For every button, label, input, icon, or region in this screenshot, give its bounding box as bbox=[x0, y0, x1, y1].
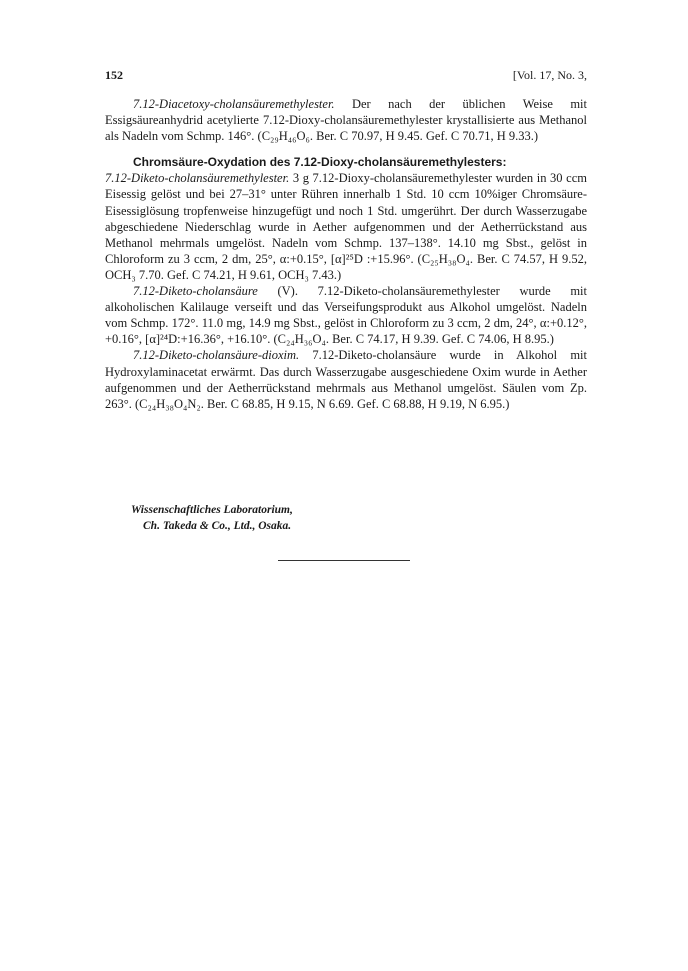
paragraph-text: Der nach der üblichen Weise mit Essigsäureanhydrid acetylierte 7.12-Dioxy-cholansäuremethylester krystallisierte aus Methanol als Nadeln vom Schmp. 146°. (C₂₉H₄₆O₆. Ber. C 70.97, H 9.45. Gef. C 70.71, H 9.33.) bbox=[105, 97, 587, 144]
journal-volume: [Vol. 17, No. 3, bbox=[512, 68, 587, 82]
section-heading bbox=[105, 154, 587, 170]
compound-title: 7.12-Diketo-cholansäuremethylester. bbox=[105, 171, 290, 186]
page-number: 152 bbox=[105, 68, 123, 82]
paragraph-text: 3 g 7.12-Dioxy-cholansäuremethylester wurden in 30 ccm Eisessig gelöst und bei 27–31° unter Rühren innerhalb 1 Std. 10 ccm 10%iger Chromsäure-Eisessiglösung tropfenweise hinzugefügt und noch 1 Std. umgerührt. Der durch Wasserzugabe abgeschiedene Niederschlag wurde in Aether aufgenommen und der Aetherrückstand aus Methanol mehrmals umgelöst. Nadeln vom Schmp. 137–138°. 14.10 mg Sbst., gelöst in Chloroform zu 3 ccm, 2 dm, 25°, α:+0.15°, [α]²⁵D :+15.96°. (C₂₅H₃₈O₄. Ber. C 74.57, H 9.52, OCH₃ 7.70. Gef. C 74.21, H 9.61, OCH₃ 7.43.) bbox=[105, 171, 587, 282]
paragraph-diketo-acid bbox=[105, 283, 587, 347]
author-affiliation bbox=[131, 502, 293, 534]
paragraph-diacetoxy bbox=[105, 96, 587, 144]
compound-title: 7.12-Diketo-cholansäure bbox=[133, 284, 258, 299]
section-heading-text: Chromsäure-Oxydation des 7.12-Dioxy-cholansäuremethylesters: bbox=[133, 155, 507, 170]
end-rule bbox=[278, 560, 410, 561]
running-header bbox=[105, 67, 587, 83]
paragraph-diketo-ester bbox=[105, 170, 587, 283]
paragraph-dioxim bbox=[105, 347, 587, 411]
compound-title: 7.12-Diketo-cholansäure-dioxim. bbox=[133, 348, 300, 363]
affiliation-line-2: Ch. Takeda & Co., Ltd., Osaka. bbox=[143, 520, 292, 532]
article-body bbox=[105, 96, 587, 412]
compound-title: 7.12-Diacetoxy-cholansäuremethylester. bbox=[133, 97, 335, 111]
paragraph-text: 7.12-Diketo-cholansäure wurde in Alkohol mit Hydroxylaminacetat erwärmt. Das durch Wasserzugabe ausgeschiedene Oxim wurde in Aether aufgenommen und der Aetherrückstand mehrmals aus Methanol umgelöst. Säulen vom Zp. 263°. (C₂₄H₃₈O₄N₂. Ber. C 68.85, H 9.15, N 6.69. Gef. C 68.88, H 9.19, N 6.95.) bbox=[105, 348, 587, 411]
paragraph-text: (V). 7.12-Diketo-cholansäuremethylester wurde mit alkoholischen Kalilauge verseift und das Verseifungsprodukt aus Alkohol umgelöst. Nadeln vom Schmp. 172°. 11.0 mg, 14.9 mg Sbst., gelöst in Chloroform zu 3 ccm, 2 dm, 24°, α:+0.12°, +0.16°, [α]²⁴D:+16.36°, +16.10°. (C₂₄H₃₆O₄. Ber. C 74.17, H 9.39. Gef. C 74.06, H 8.95.) bbox=[105, 284, 587, 347]
affiliation-line-1: Wissenschaftliches Laboratorium, bbox=[131, 504, 293, 516]
